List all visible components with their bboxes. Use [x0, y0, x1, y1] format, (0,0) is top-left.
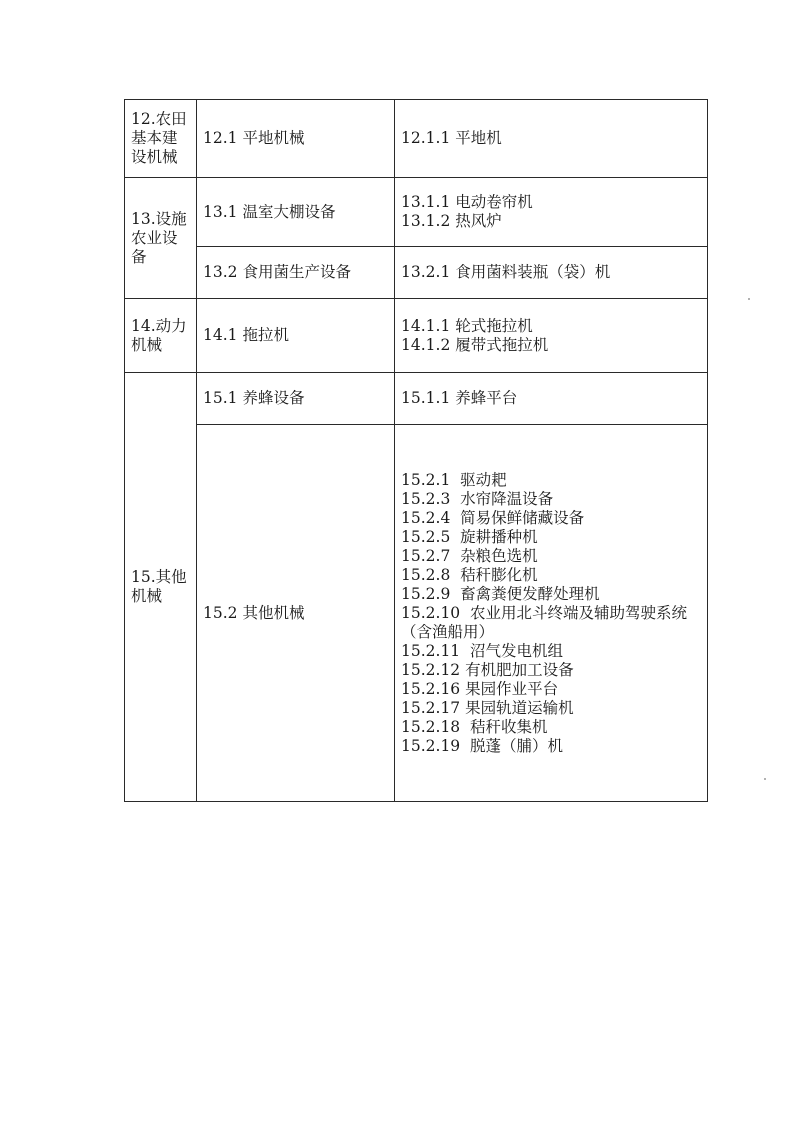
machinery-catalog-table: [124, 99, 708, 802]
items-cell: [395, 100, 708, 178]
list-item: 15.2.3 水帘降温设备: [401, 489, 554, 508]
table-row: [125, 425, 708, 802]
table-row: [125, 178, 708, 247]
list-item: 12.1.1 平地机: [401, 129, 502, 147]
scan-speck: [764, 778, 766, 780]
list-item: 15.2.10 农业用北斗终端及辅助驾驶系统（含渔船用）: [401, 603, 688, 641]
list-item: 15.2.19 脱蓬（脯）机: [401, 736, 564, 755]
list-item: 15.1.1 养蜂平台: [401, 389, 518, 407]
category-cell: 15.其他机械: [125, 373, 197, 802]
list-item: 15.2.9 畜禽粪便发酵处理机: [401, 584, 600, 603]
table-row: [125, 373, 708, 425]
table-row: [125, 247, 708, 299]
list-item: 15.2.7 杂粮色选机: [401, 546, 538, 565]
category-cell: 12.农田基本建设机械: [125, 100, 197, 178]
list-item: 15.2.18 秸秆收集机: [401, 717, 548, 736]
subcategory-cell: 13.1 温室大棚设备: [197, 178, 395, 247]
list-item: 15.2.12 有机肥加工设备: [401, 660, 574, 679]
items-cell: [395, 373, 708, 425]
subcategory-cell: 14.1 拖拉机: [197, 299, 395, 373]
items-cell: [395, 178, 708, 247]
subcategory-cell: 13.2 食用菌生产设备: [197, 247, 395, 299]
list-item: 15.2.11 沼气发电机组: [401, 641, 564, 660]
table-row: [125, 299, 708, 373]
table-row: [125, 100, 708, 178]
list-item: 13.1.2 热风炉: [401, 212, 502, 230]
list-item: 15.2.8 秸秆膨化机: [401, 565, 538, 584]
category-cell: 13.设施农业设备: [125, 178, 197, 299]
list-item: 15.2.16 果园作业平台: [401, 679, 559, 698]
subcategory-cell: 15.2 其他机械: [197, 425, 395, 802]
items-cell: [395, 247, 708, 299]
list-item: 13.1.1 电动卷帘机: [401, 193, 533, 211]
items-cell: [395, 425, 708, 802]
list-item: 14.1.2 履带式拖拉机: [401, 335, 549, 354]
list-item: 15.2.4 简易保鲜储藏设备: [401, 508, 585, 527]
list-item: 13.2.1 食用菌料装瓶（袋）机: [401, 263, 611, 281]
category-cell: 14.动力机械: [125, 299, 197, 373]
scan-speck: [748, 298, 750, 300]
list-item: 14.1.1 轮式拖拉机: [401, 316, 533, 335]
subcategory-cell: 15.1 养蜂设备: [197, 373, 395, 425]
list-item: 15.2.1 驱动耙: [401, 470, 507, 489]
list-item: 15.2.5 旋耕播种机: [401, 527, 538, 546]
subcategory-cell: 12.1 平地机械: [197, 100, 395, 178]
list-item: 15.2.17 果园轨道运输机: [401, 698, 574, 717]
items-cell: [395, 299, 708, 373]
